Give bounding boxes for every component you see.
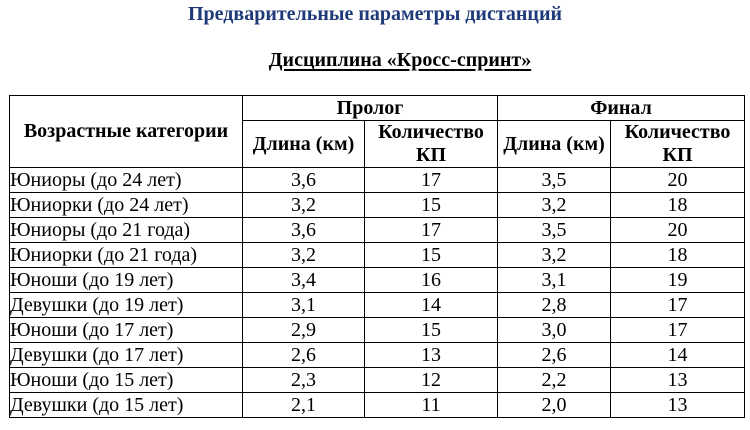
category-cell: Юноши (до 19 лет) <box>10 268 243 293</box>
final-length-cell: 3,1 <box>498 268 611 293</box>
final-cp-cell: 18 <box>611 193 745 218</box>
final-length-cell: 3,5 <box>498 168 611 193</box>
discipline-subtitle: Дисциплина «Кросс-спринт» <box>268 49 532 71</box>
prologue-cp-cell: 11 <box>365 393 498 418</box>
prologue-length-header: Длина (км) <box>243 121 365 168</box>
final-length-cell: 3,5 <box>498 218 611 243</box>
distance-table <box>9 95 745 418</box>
header-row-groups <box>10 96 745 121</box>
prologue-length-cell: 3,2 <box>243 193 365 218</box>
prologue-cp-cell: 15 <box>365 318 498 343</box>
final-cp-cell: 17 <box>611 293 745 318</box>
category-cell: Юноши (до 15 лет) <box>10 368 243 393</box>
final-length-cell: 2,6 <box>498 343 611 368</box>
prologue-length-cell: 3,2 <box>243 243 365 268</box>
category-header: Возрастные категории <box>10 96 243 168</box>
prologue-cp-cell: 15 <box>365 193 498 218</box>
final-cp-cell: 13 <box>611 368 745 393</box>
table-row <box>10 268 745 293</box>
final-length-cell: 3,0 <box>498 318 611 343</box>
final-header: Финал <box>498 96 745 121</box>
prologue-length-cell: 3,4 <box>243 268 365 293</box>
final-cp-header: Количество КП <box>611 121 745 168</box>
table-row <box>10 218 745 243</box>
category-cell: Девушки (до 19 лет) <box>10 293 243 318</box>
final-cp-cell: 14 <box>611 343 745 368</box>
category-cell: Девушки (до 17 лет) <box>10 343 243 368</box>
category-cell: Юниорки (до 21 года) <box>10 243 243 268</box>
prologue-cp-header: Количество КП <box>365 121 498 168</box>
prologue-cp-cell: 17 <box>365 218 498 243</box>
final-cp-cell: 19 <box>611 268 745 293</box>
category-cell: Юниоры (до 21 года) <box>10 218 243 243</box>
category-cell: Юниоры (до 24 лет) <box>10 168 243 193</box>
prologue-cp-cell: 14 <box>365 293 498 318</box>
final-length-header: Длина (км) <box>498 121 611 168</box>
table-row <box>10 168 745 193</box>
table-row <box>10 318 745 343</box>
final-cp-cell: 20 <box>611 168 745 193</box>
final-cp-cell: 20 <box>611 218 745 243</box>
final-length-cell: 3,2 <box>498 243 611 268</box>
category-cell: Юниорки (до 24 лет) <box>10 193 243 218</box>
final-length-cell: 3,2 <box>498 193 611 218</box>
prologue-length-cell: 2,9 <box>243 318 365 343</box>
table-body <box>10 168 745 418</box>
prologue-cp-cell: 16 <box>365 268 498 293</box>
prologue-length-cell: 2,6 <box>243 343 365 368</box>
prologue-length-cell: 2,3 <box>243 368 365 393</box>
prologue-cp-cell: 12 <box>365 368 498 393</box>
category-cell: Юноши (до 17 лет) <box>10 318 243 343</box>
final-length-cell: 2,0 <box>498 393 611 418</box>
prologue-length-cell: 2,1 <box>243 393 365 418</box>
table-row <box>10 243 745 268</box>
prologue-cp-cell: 15 <box>365 243 498 268</box>
category-cell: Девушки (до 15 лет) <box>10 393 243 418</box>
final-cp-cell: 18 <box>611 243 745 268</box>
table-row <box>10 343 745 368</box>
prologue-cp-cell: 13 <box>365 343 498 368</box>
prologue-cp-cell: 17 <box>365 168 498 193</box>
final-cp-cell: 17 <box>611 318 745 343</box>
table-row <box>10 368 745 393</box>
final-cp-cell: 13 <box>611 393 745 418</box>
table-row <box>10 293 745 318</box>
prologue-length-cell: 3,1 <box>243 293 365 318</box>
prologue-header: Пролог <box>243 96 498 121</box>
final-length-cell: 2,2 <box>498 368 611 393</box>
prologue-length-cell: 3,6 <box>243 168 365 193</box>
table-row <box>10 393 745 418</box>
page-title: Предварительные параметры дистанций <box>187 3 562 25</box>
prologue-length-cell: 3,6 <box>243 218 365 243</box>
table-row <box>10 193 745 218</box>
final-length-cell: 2,8 <box>498 293 611 318</box>
